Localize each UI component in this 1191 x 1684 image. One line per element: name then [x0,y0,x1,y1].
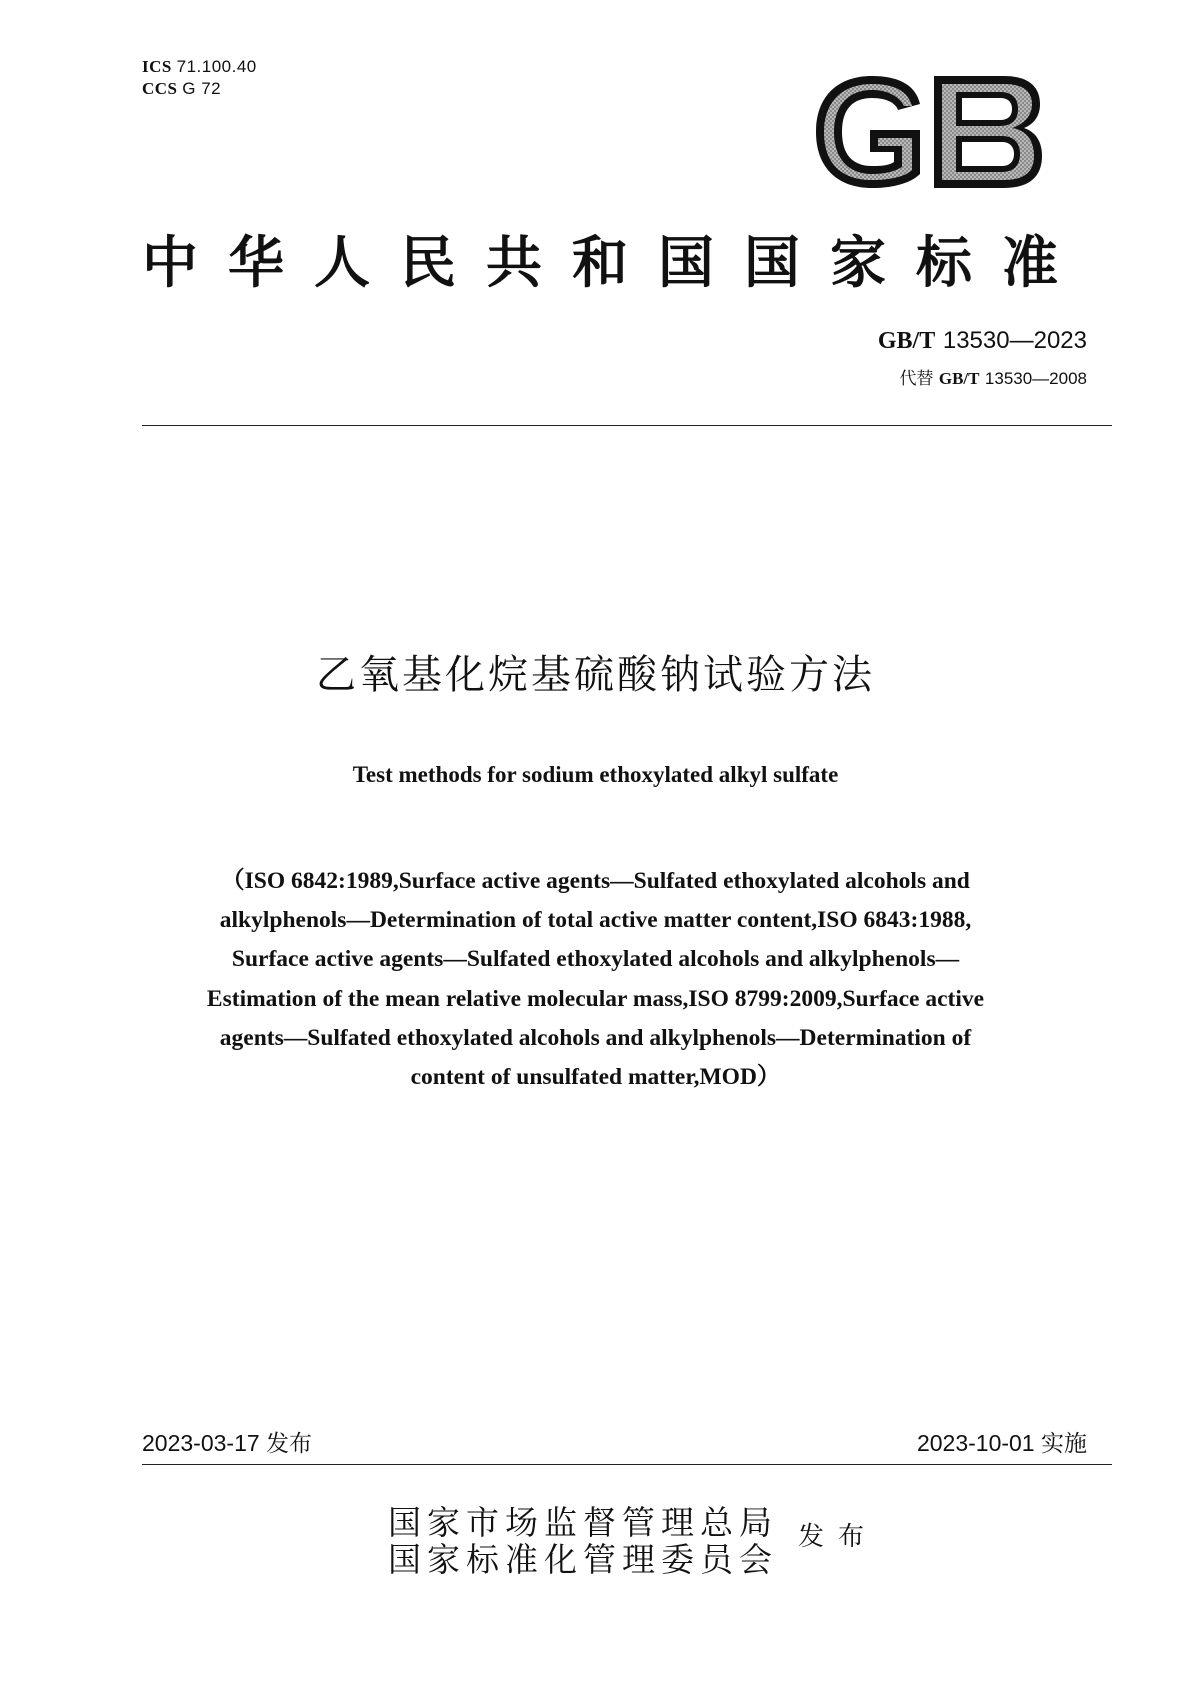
issuer-action: 发布 [798,1522,879,1552]
iso-reference-line: alkylphenols—Determination of total active matter content,ISO 6843:1988, [219,907,972,933]
issue-date-label: 发布 [266,1431,313,1457]
ccs-code [142,80,221,97]
ics-label: ICS [142,57,172,76]
iso-reference-line: agents—Sulfated ethoxylated alcohols and alkylphenols—Determination of [219,1025,972,1051]
document-title-en: Test methods for sodium ethoxylated alkyl sulfate [352,762,839,787]
ccs-label: CCS [142,79,178,98]
standard-prefix: GB/T [877,328,936,354]
ics-value: 71.100.40 [176,57,257,76]
footer-divider [142,1464,1112,1465]
standard-code: 13530—2023 [942,327,1087,354]
gb-logo [808,70,1046,194]
iso-reference-line: （ISO 6842:1989,Surface active agents—Sulfated ethoxylated alcohols and [221,868,970,894]
effective-date-value: 2023-10-01 [916,1430,1035,1456]
document-title-cn: 乙氧基化烷基硫酸钠试验方法 [316,652,875,698]
iso-reference-line: Surface active agents—Sulfated ethoxylated alcohols and alkylphenols— [231,946,960,972]
effective-date-label: 实施 [1041,1431,1087,1457]
header-divider [142,425,1112,426]
iso-reference-line: Estimation of the mean relative molecular mass,ISO 8799:2009,Surface active [206,986,985,1012]
issue-date [142,1432,312,1456]
iso-reference-line: content of unsulfated matter,MOD） [410,1064,781,1090]
replaces-label: 代替 [899,369,934,389]
national-standard-heading: 中华人民共和国国家标准 [142,230,1088,296]
ics-code [142,58,257,75]
issuer-sac: 国家标准化管理委员会 [388,1540,778,1579]
issue-date-value: 2023-03-17 [142,1430,260,1456]
standard-number [878,328,1087,353]
replaces-code: 13530—2008 [984,369,1087,388]
replaces-standard [899,370,1087,388]
replaces-prefix: GB/T [938,369,980,388]
effective-date [917,1432,1087,1456]
ccs-value: G 72 [182,79,222,98]
issuer-samr: 国家市场监督管理总局 [388,1503,778,1542]
